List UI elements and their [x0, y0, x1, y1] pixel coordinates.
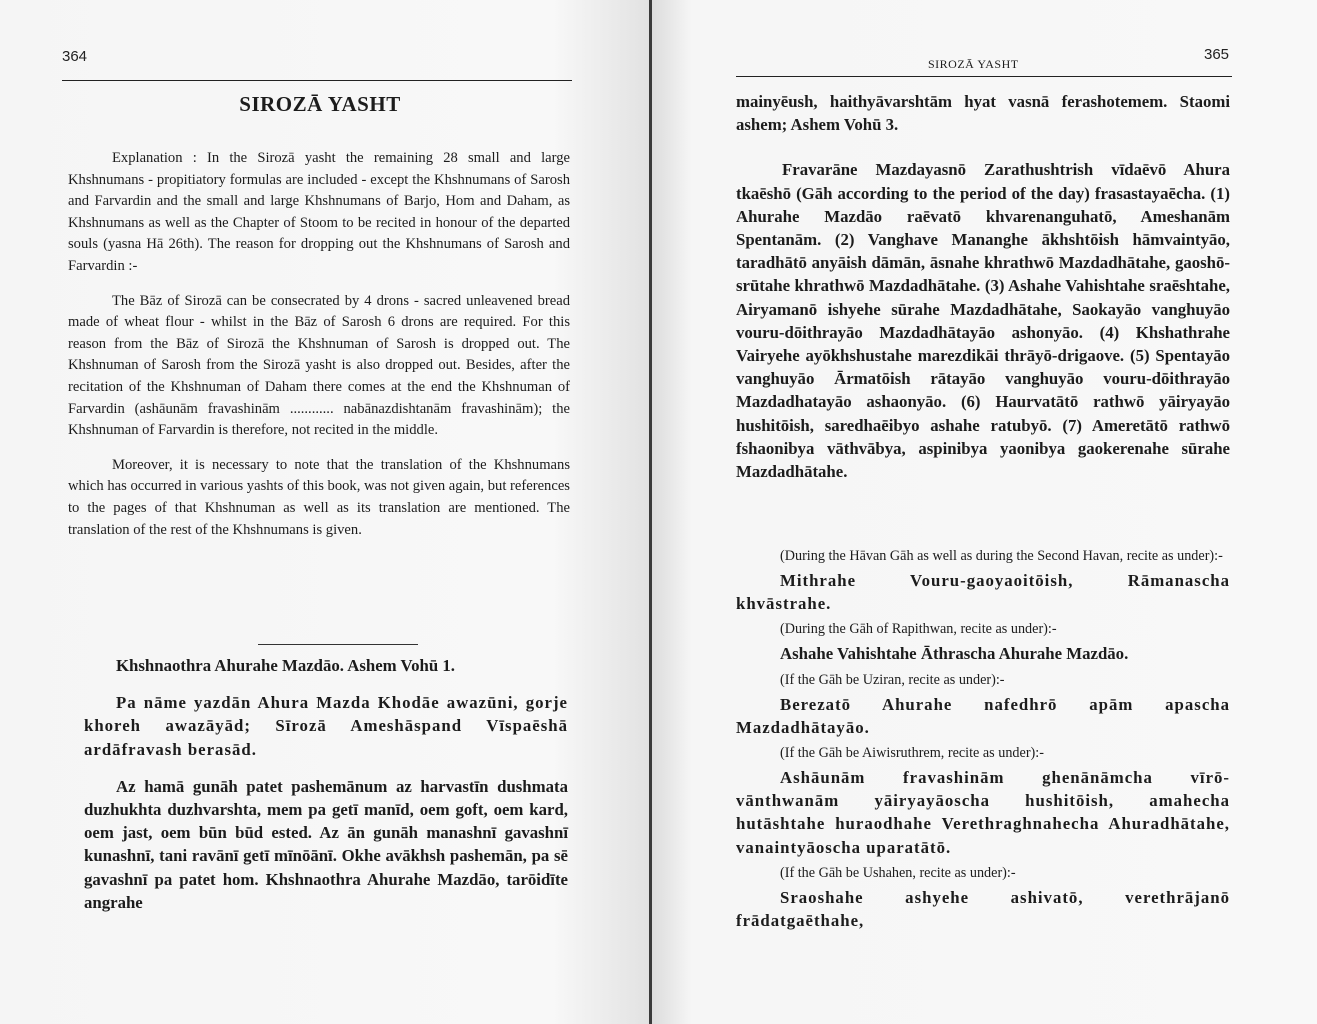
left-page: [0, 0, 650, 1024]
gah-verse-rapithwan: Ashahe Vahishtahe Āthrascha Ahurahe Mazdāo.: [780, 644, 1129, 664]
right-verses: [736, 90, 1230, 497]
gah-verse-ushahen: Sraoshahe ashyehe ashivatō, verethrājanō frādatgaēthahe,: [736, 887, 1230, 931]
page-title: SIROZĀ YASHT: [239, 92, 401, 116]
left-verses: [84, 654, 568, 928]
gah-verse-havan: Mithrahe Vouru-gaoyaoitōish, Rāmanascha khvāstrahe.: [736, 571, 1230, 614]
gah-note-ushahen: (If the Gāh be Ushahen, recite as under):-: [780, 864, 1016, 881]
right-page: [652, 0, 1317, 1024]
section-divider: [258, 644, 418, 645]
gah-note-rapithwan: (During the Gāh of Rapithwan, recite as under):-: [780, 621, 1057, 638]
page-number-left: 364: [62, 48, 88, 65]
explanation-paragraph-3: Moreover, it is necessary to note that the translation of the Khshnumans which has occurred in various yashts of this book, was not given again, but references to the pages of that Khshnuman as well as its translation are mentioned. The translation of the rest of the Khshnumans is given.: [68, 456, 570, 538]
gah-note-uziran: (If the Gāh be Uziran, recite as under):-: [780, 671, 1005, 688]
running-head: SIROZĀ YASHT: [928, 57, 1019, 71]
header-rule-left: [62, 80, 572, 81]
explanation-paragraph-1: Explanation : In the Sirozā yasht the remaining 28 small and large Khshnumans - propitiatory formulas are included - except the Khshnumans of Sarosh and Farvardin and the small and large Khshnumans of Barjo, Hom and Daham, as Khshnumans as well as the Chapter of Stoom to be recited in honour of the departed souls (yasna Hā 26th). The reason for dropping out the Khshnumans of Sarosh and Farvardin :-: [68, 150, 570, 274]
gah-note-aiwisruthrem: (If the Gāh be Aiwisruthrem, recite as under):-: [780, 745, 1044, 762]
patet-verse: Az hamā gunāh patet pashemānum az harvastīn dushmata duzhukhta duzhvarshta, mem pa getī manīd, oem goft, oem kard, oem jast, oem būn būd ested. Az ān gunāh manashnī gavashnī kunashnī, tani ravānī getī mīnōānī. Okhe avākhsh pashemān, pa sē gavashnī pa patet hom. Khshnaothra Ahurahe Mazdāo, tarōidīte angrahe: [84, 776, 568, 912]
explanation-paragraph-2: The Bāz of Sirozā can be consecrated by 4 drons - sacred unleavened bread made of wheat flour - whilst in the Bāz of Sarosh 6 drons are required. For this reason from the Bāz of Sirozā the Khshnuman of Sarosh is dropped out. The Khshnuman of Sarosh from the Sirozā yasht is also dropped out. Besides, after the recitation of the Khshnuman of Daham there comes at the end the Khshnuman of Farvardin (ashāunām fravashinām ............ nabānazdishtanām fravashinām); the Khshnuman of Farvardin is therefore, not recited in the middle.: [68, 292, 570, 439]
header-rule-right: [736, 76, 1232, 77]
opening-verse: mainyēush, haithyāvarshtām hyat vasnā ferashotemem. Staomi ashem; Ashem Vohū 3.: [736, 92, 1230, 135]
khshnaothra-line: Khshnaothra Ahurahe Mazdāo. Ashem Vohū 1.: [116, 656, 455, 675]
explanation: [68, 148, 570, 554]
gah-sections: [736, 546, 1230, 936]
fravarane-verse: Fravarāne Mazdayasnō Zarathushtrish vīdaēvō Ahura tkaēshō (Gāh according to the period of the day) frasastayaēcha. (1) Ahurahe Mazdāo raēvatō khvarenanguhatō, Ameshanām Spentanām. (2) Vanghave Mananghe ākhshtōish hāmvaintyāo, taradhātō anyāish dāmān, āsnahe khrathwō Mazdadhātahe, gaoshō-srūtahe khrathwō Mazdadhātahe. (3) Ashahe Vahishtahe sraēshtahe, Airyamanō ishyehe sūrahe Mazdadhātahe, Saokayāo vanghuyāo vouru-dōithrayāo Mazdadhātayāo ashonyāo. (4) Khshathrahe Vairyehe ayōkhshustahe marezdikāi thrāyō-drigaove. (5) Spentayāo vanghuyāo Ārmatōish rātayāo vanghuyāo vouru-dōithrayāo Mazdadhatayāo ashaonyāo. (6) Haurvatātō rathwō yāiryayāo hushitōish, saredhaēibyo ashahe ratubyō. (7) Ameretātō rathwō fshaonibya vāthvābya, aspinibya yaonibya gaokerenahe sūrahe Mazdadhātahe.: [736, 160, 1230, 482]
pa-name-verse: Pa nāme yazdān Ahura Mazda Khodāe awazūni, gorje khoreh awazāyād; Sīrozā Ameshāspand Vīspaēshā ardāfravash berasād.: [84, 693, 568, 759]
page-number-right: 365: [1204, 46, 1230, 63]
gah-verse-uziran: Berezatō Ahurahe nafedhrō apām apascha Mazdadhātayāo.: [736, 694, 1230, 737]
gah-note-havan: (During the Hāvan Gāh as well as during the Second Havan, recite as under):-: [780, 548, 1223, 564]
gah-verse-aiwisruthrem: Ashāunām fravashinām ghenānāmcha vīrō-vānthwanām yāiryayāoscha hushitōish, amahecha hutāshtahe huraodhahe Verethraghnahecha Ahuradhātahe, vanaintyāoscha uparatātō.: [736, 768, 1230, 857]
